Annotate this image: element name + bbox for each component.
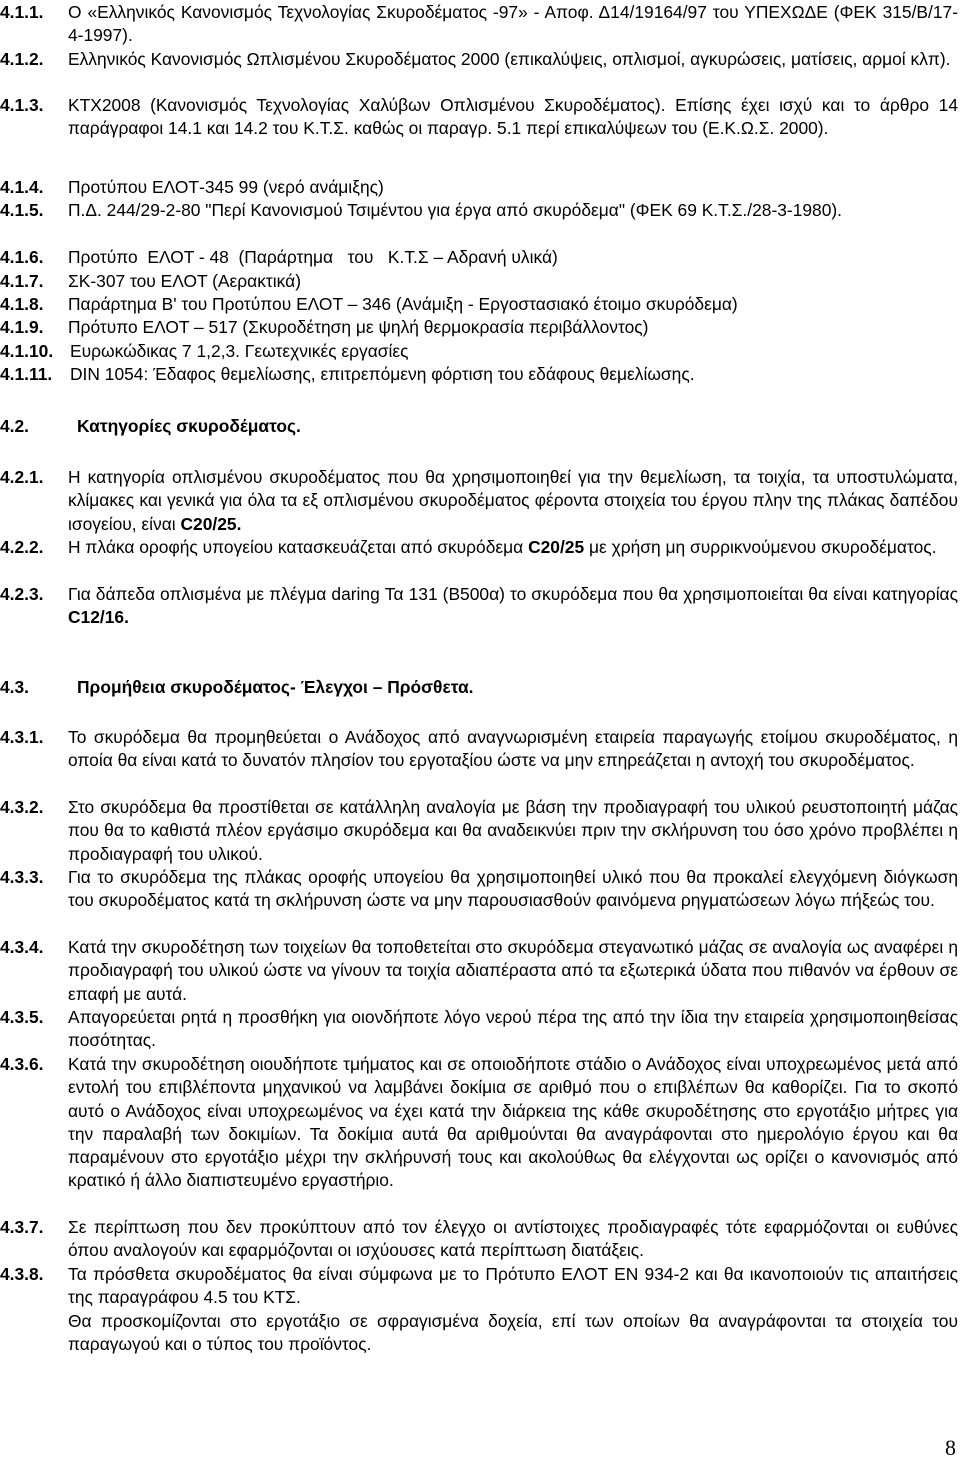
list-item bbox=[0, 363, 958, 386]
item-number: 4.2.2. bbox=[0, 537, 44, 557]
list-item bbox=[0, 466, 958, 536]
item-text: Ο «Ελληνικός Κανονισμός Τεχνολογίας Σκυροδέματος -97» - Αποφ. Δ14/19164/97 του ΥΠΕΧΩΔΕ (ΦΕΚ 315/Β/17-4-1997). bbox=[68, 2, 958, 46]
item-text: Προτύπου ΕΛΟΤ-345 99 (νερό ανάμιξης) bbox=[68, 177, 384, 197]
item-number: 4.1.9. bbox=[0, 317, 44, 337]
item-number: 4.3.6. bbox=[0, 1054, 44, 1074]
item-text: Π.Δ. 244/29-2-80 "Περί Κανονισμού Τσιμέντου για έργα από σκυρόδεμα" (ΦΕΚ 69 Κ.Τ.Σ./28-3-1980). bbox=[68, 200, 843, 220]
item-text: ΣΚ-307 του ΕΛΟΤ (Αερακτικά) bbox=[68, 271, 301, 291]
section-title: Προμήθεια σκυροδέματος- Έλεγχοι – Πρόσθετα. bbox=[77, 677, 474, 697]
item-text: ΚΤΧ2008 (Κανονισμός Τεχνολογίας Χαλύβων Οπλισμένου Σκυροδέματος). Επίσης έχει ισχύ και το άρθρο 14 παράγραφοι 14.1 και 14.2 του Κ.Τ.Σ. καθώς οι παραγρ. 5.1 περί επικαλύψεων του (Ε.Κ.Ω.Σ. 2000). bbox=[68, 95, 958, 139]
item-text: Πρότυπο ΕΛΟΤ – 517 (Σκυροδέτηση με ψηλή θερμοκρασία περιβάλλοντος) bbox=[68, 317, 649, 337]
item-text: Απαγορεύεται ρητά η προσθήκη για οιονδήποτε λόγο νερού πέρα της από την ίδια την εταιρεία χρησιμοποιηθείσας ποσότητας. bbox=[68, 1007, 958, 1051]
item-text: Παράρτημα Β' του Προτύπου ΕΛΟΤ – 346 (Ανάμιξη - Εργοστασιακό έτοιμο σκυρόδεμα) bbox=[68, 294, 738, 314]
item-text-part: Η πλάκα οροφής υπογείου κατασκευάζεται από σκυρόδεμα bbox=[68, 537, 529, 557]
section-number: 4.3. bbox=[0, 677, 30, 697]
list-item bbox=[0, 176, 958, 199]
list-item bbox=[0, 936, 958, 1006]
list-item bbox=[0, 94, 958, 141]
item-number: 4.1.1. bbox=[0, 2, 44, 22]
item-text bbox=[68, 536, 958, 559]
item-text: Ελληνικός Κανονισμός Ωπλισμένου Σκυροδέματος 2000 (επικαλύψεις, οπλισμοί, αγκυρώσεις, ματίσεις, αρμοί κλπ). bbox=[68, 49, 951, 69]
item-text: DIN 1054: Έδαφος θεμελίωσης, επιτρεπόμενη φόρτιση του εδάφους θεμελίωσης. bbox=[70, 364, 695, 384]
item-text: Τα πρόσθετα σκυροδέματος θα είναι σύμφωνα με το Πρότυπο ΕΛΟΤ ΕΝ 934-2 και θα ικανοποιούν τις απαιτήσεις της παραγράφου 4.5 του ΚΤΣ. bbox=[68, 1264, 958, 1308]
section-heading bbox=[0, 415, 958, 438]
item-text: Ευρωκώδικας 7 1,2,3. Γεωτεχνικές εργασίες bbox=[70, 341, 409, 361]
item-number: 4.3.2. bbox=[0, 797, 44, 817]
section-number: 4.2. bbox=[0, 416, 30, 436]
list-item bbox=[0, 246, 958, 269]
item-text: Προτύπο ΕΛΟΤ - 48 (Παράρτημα του Κ.Τ.Σ – Αδρανή υλικά) bbox=[68, 247, 558, 267]
section-heading bbox=[0, 676, 958, 699]
list-item bbox=[0, 583, 958, 630]
item-number: 4.1.7. bbox=[0, 271, 44, 291]
item-number: 4.3.7. bbox=[0, 1217, 44, 1237]
item-number: 4.2.1. bbox=[0, 467, 44, 487]
item-number: 4.1.6. bbox=[0, 247, 44, 267]
list-item bbox=[0, 199, 958, 222]
list-item bbox=[0, 1006, 958, 1053]
list-item bbox=[0, 316, 958, 339]
list-item bbox=[0, 340, 958, 363]
item-text bbox=[68, 466, 958, 536]
list-item bbox=[0, 536, 958, 559]
item-text-part: με χρήση μη συρρικνούμενου σκυροδέματος. bbox=[584, 537, 937, 557]
item-number: 4.3.5. bbox=[0, 1007, 44, 1027]
item-text: Κατά την σκυροδέτηση των τοιχείων θα τοποθετείται στο σκυρόδεμα στεγανωτικό μάζας σε αναλογία ως αναφέρει η προδιαγραφή του υλικού ώστε να γίνουν τα τοιχία αδιαπέραστα από τα εξωτερικά ύδατα που πιθανόν να έρθουν σε επαφή με αυτά. bbox=[68, 937, 958, 1004]
concrete-class: C20/25. bbox=[180, 513, 242, 534]
item-number: 4.1.4. bbox=[0, 177, 44, 197]
list-item bbox=[0, 1053, 958, 1193]
item-text-part: Η κατηγορία οπλισμένου σκυροδέματος που θα χρησιμοποιηθεί για την θεμελίωση, τα τοιχία, τα υποστυλώματα, κλίμακες και γενικά για όλα τα εξ οπλισμένου σκυροδέματος φέροντα στοιχεία του έργου πλην της πλάκας δαπέδου ισογείου, είναι bbox=[68, 467, 958, 534]
item-number: 4.1.10. bbox=[0, 341, 54, 361]
section-title: Κατηγορίες σκυροδέματος. bbox=[77, 416, 301, 436]
item-text: Θα προσκομίζονται στο εργοτάξιο σε σφραγισμένα δοχεία, επί των οποίων θα αναγράφονται τα στοιχεία του παραγωγού και ο τύπος του προϊόντος. bbox=[68, 1311, 958, 1355]
list-item bbox=[0, 270, 958, 293]
item-text bbox=[68, 583, 958, 630]
concrete-class: C12/16. bbox=[68, 607, 129, 628]
list-item bbox=[0, 293, 958, 316]
item-number: 4.1.2. bbox=[0, 49, 44, 69]
item-text: Για το σκυρόδεμα της πλάκας οροφής υπογείου θα χρησιμοποιηθεί υλικό που θα προκαλεί ελεγχόμενη διόγκωση του σκυροδέματος κατά τη σκλήρυνση ώστε να μην παρουσιασθούν φαινόμενα ρηγματώσεων λόγω πήξεώς του. bbox=[68, 867, 958, 911]
item-text-part: Για δάπεδα οπλισμένα με πλέγμα daring Τα 131 (Β500α) το σκυρόδεμα που θα χρησιμοποιείται θα είναι κατηγορίας bbox=[68, 584, 958, 604]
item-number: 4.2.3. bbox=[0, 584, 44, 604]
list-item bbox=[0, 866, 958, 913]
item-text: Σε περίπτωση που δεν προκύπτουν από τον έλεγχο οι αντίστοιχες προδιαγραφές τότε εφαρμόζονται οι ευθύνες όπου αναλογούν και εφαρμόζονται οι ισχύουσες κατά περίπτωση διατάξεις. bbox=[68, 1217, 958, 1261]
list-item bbox=[0, 1216, 958, 1263]
list-item bbox=[0, 726, 958, 773]
item-number: 4.3.3. bbox=[0, 867, 44, 887]
item-number: 4.3.1. bbox=[0, 727, 44, 747]
item-text: Κατά την σκυροδέτηση οιουδήποτε τμήματος και σε οποιοδήποτε στάδιο ο Ανάδοχος είναι υποχρεωμένος μετά από εντολή του επιβλέποντα μηχανικού να λαμβάνει δοκίμια σε αριθμό που ο επιβλέπων θα καθορίζει. Για το σκοπό αυτό ο Ανάδοχος είναι υποχρεωμένος να έχει κατά την διάρκεια της κάθε σκυροδέτησης στο εργοτάξιο μήτρες για την παραλαβή των δοκιμίων. Τα δοκίμια αυτά θα αριθμούνται θα αναγράφονται στο ημερολόγιο έργου και θα παραμένουν στο εργοτάξιο μέχρι την σκλήρυνσή τους και ακολούθως θα ελέγχονται ως ορίζει ο κανονισμός από κρατικό ή άλλο διαπιστευμένο εργαστήριο. bbox=[68, 1054, 958, 1191]
page-number: 8 bbox=[945, 1435, 956, 1460]
item-text: Στο σκυρόδεμα θα προστίθεται σε κατάλληλη αναλογία με βάση την προδιαγραφή του υλικού ρευστοποιητή μάζας που θα το καθιστά πλέον εργάσιμο σκυρόδεμα και θα αναδεικνύει πριν την σκλήρυνση του όσο χρόνο προβλέπει η προδιαγραφή του υλικού. bbox=[68, 797, 958, 864]
item-number: 4.1.11. bbox=[0, 364, 53, 384]
item-number: 4.1.8. bbox=[0, 294, 44, 314]
list-item bbox=[0, 1263, 958, 1310]
list-item bbox=[0, 48, 958, 71]
list-item bbox=[0, 1, 958, 48]
list-item bbox=[0, 1310, 958, 1357]
item-number: 4.3.8. bbox=[0, 1264, 44, 1284]
item-number: 4.1.5. bbox=[0, 200, 44, 220]
list-item bbox=[0, 796, 958, 866]
item-text: Το σκυρόδεμα θα προμηθεύεται ο Ανάδοχος από αναγνωρισμένη εταιρεία παραγωγής ετοίμου σκυροδέματος, η οποία θα είναι κατά το δυνατόν πλησίον του εργοταξίου ώστε να μην επηρεάζεται η αντοχή του σκυροδέματος. bbox=[68, 727, 958, 771]
item-number: 4.3.4. bbox=[0, 937, 44, 957]
concrete-class: C20/25 bbox=[528, 537, 585, 557]
item-number: 4.1.3. bbox=[0, 95, 44, 115]
